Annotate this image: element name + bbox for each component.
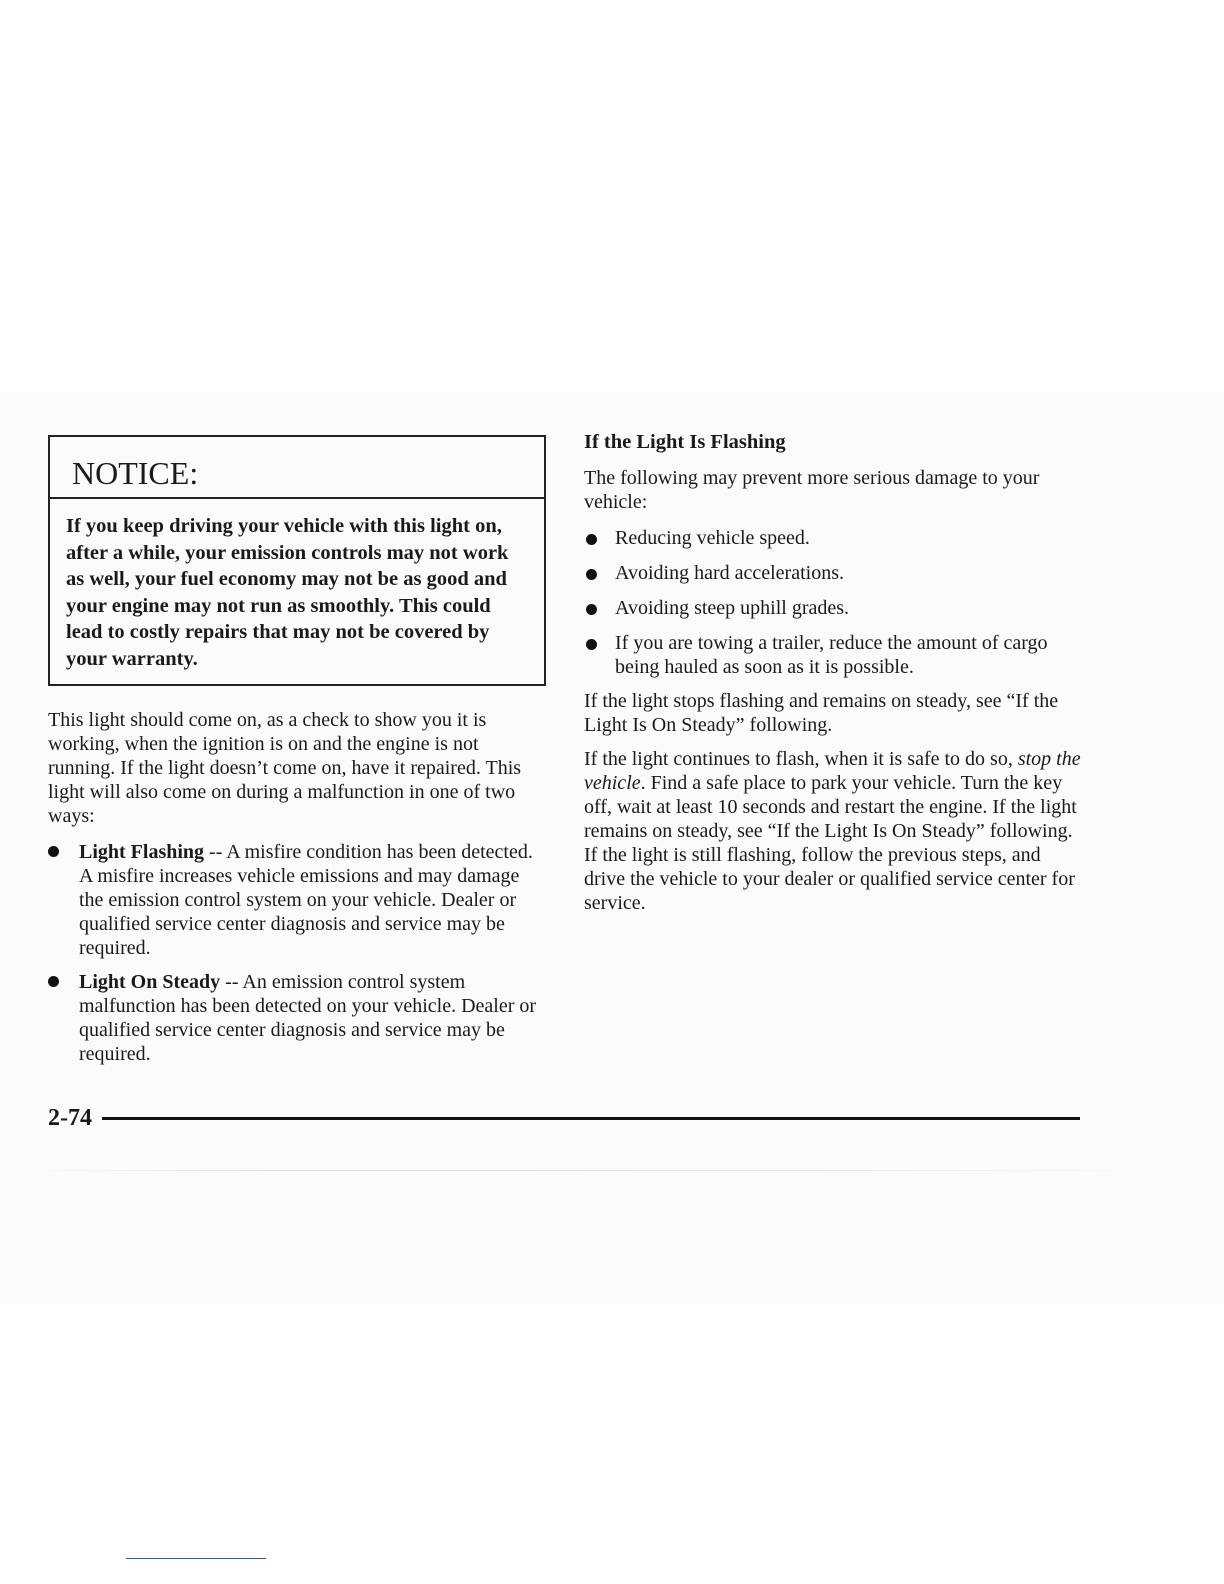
malfunction-list — [48, 840, 548, 1066]
bullet-icon — [586, 604, 597, 615]
notice-heading: NOTICE: — [50, 437, 544, 499]
list-item — [584, 526, 1084, 550]
bullet-icon — [48, 976, 59, 987]
footer-rule — [102, 1117, 1080, 1120]
bullet-term: Light Flashing — [79, 841, 205, 863]
list-item — [584, 596, 1084, 620]
stop-vehicle-emphasis: stop the vehicle — [584, 748, 1081, 794]
list-item — [584, 561, 1084, 585]
link-underline — [126, 1558, 266, 1559]
bullet-text: Reducing vehicle speed. — [615, 527, 810, 549]
bullet-text: Avoiding hard accelerations. — [615, 562, 844, 584]
page-footer — [48, 1102, 1080, 1134]
flash-text-end: . Find a safe place to park your vehicle. Turn the key off, wait at least 10 seconds and restart the engine. If the light remains on steady, see “If the Light Is On Steady” following. If the light is still flashing, follow the previous steps, and drive the vehicle to your dealer or qualified service center for service. — [584, 772, 1077, 914]
notice-body: If you keep driving your vehicle with this light on, after a while, your emission controls may not work as well, your fuel economy may not be as good and your engine may not run as smoothly. This could lead to costly repairs that may not be covered by your warranty. — [66, 515, 509, 670]
section-intro: The following may prevent more serious damage to your vehicle: — [584, 467, 1040, 513]
bullet-icon — [586, 569, 597, 580]
bullet-text: If you are towing a trailer, reduce the amount of cargo being hauled as soon as it is possible. — [615, 632, 1048, 678]
steady-paragraph: If the light stops flashing and remains on steady, see “If the Light Is On Steady” following. — [584, 690, 1059, 736]
scan-artifact-line — [20, 1170, 1160, 1171]
bullet-text: -- An emission control system malfunction has been detected on your vehicle. Dealer or qualified service center diagnosis and service may be required. — [79, 971, 537, 1065]
bullet-icon — [586, 534, 597, 545]
bullet-text: Avoiding steep uphill grades. — [615, 597, 850, 619]
right-column — [584, 430, 1084, 915]
bullet-text: -- A misfire condition has been detected. A misfire increases vehicle emissions and may damage the emission control system on your vehicle. Dealer or qualified service center diagnosis and service may be required. — [79, 841, 533, 959]
section-heading: If the Light Is Flashing — [584, 431, 786, 453]
prevention-list — [584, 526, 1084, 679]
flash-paragraph — [584, 747, 1084, 915]
bullet-icon — [48, 846, 59, 857]
bullet-term: Light On Steady — [79, 971, 221, 993]
notice-box — [48, 435, 546, 686]
bullet-icon — [586, 639, 597, 650]
list-item — [48, 840, 548, 960]
page-number: 2-74 — [48, 1104, 92, 1131]
list-item — [48, 970, 548, 1066]
left-column — [48, 435, 548, 1066]
intro-paragraph: This light should come on, as a check to show you it is working, when the ignition is on and the engine is not running. If the light doesn’t come on, have it repaired. This light will also come on during a malfunction in one of two ways: — [48, 709, 522, 827]
list-item — [584, 631, 1084, 679]
flash-text-start: If the light continues to flash, when it is safe to do so, — [584, 748, 1018, 770]
